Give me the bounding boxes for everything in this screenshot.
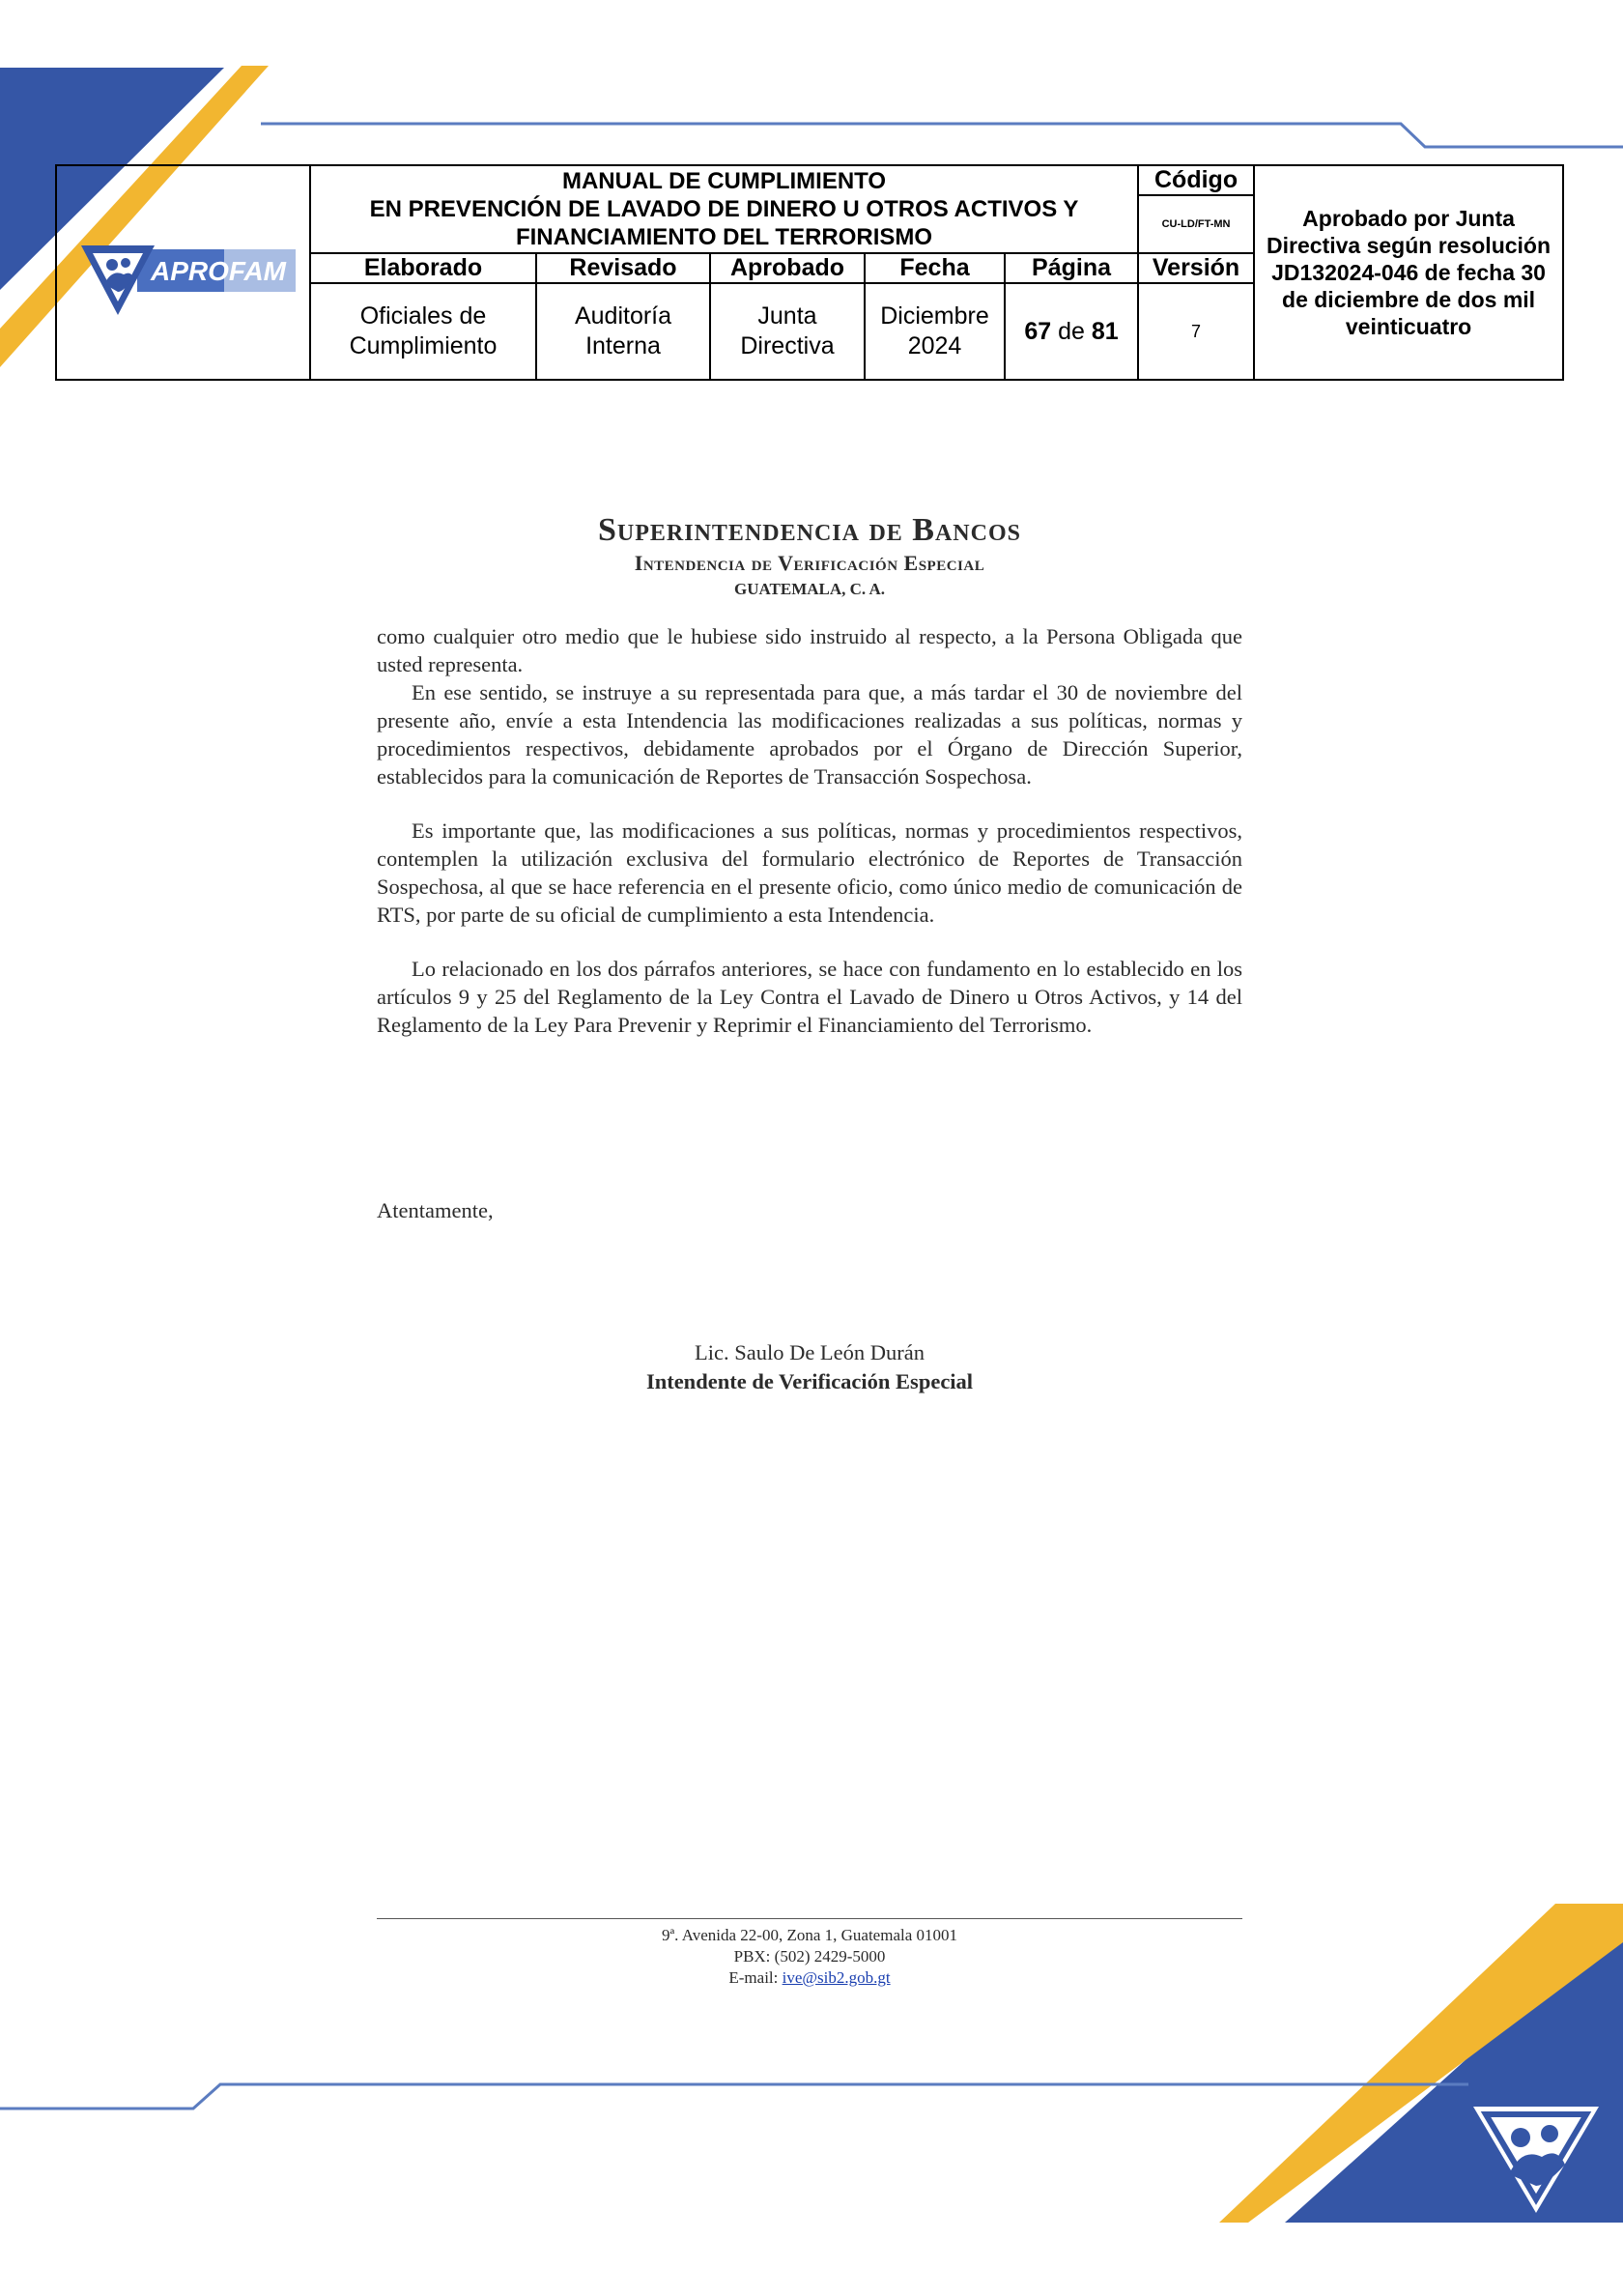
paragraph-2: En ese sentido, se instruye a su representada para que, a más tardar el 30 de noviembre del presente año, envíe a esta Intendencia las modificaciones realizadas a sus políticas, normas y procedimientos respectivos, debidamente aprobados por el Órgano de Dirección Superior, establecidos para la comunicación de Reportes de Transacción Sospechosa. xyxy=(377,680,1242,789)
paragraph-3: Es importante que, las modificaciones a sus políticas, normas y procedimientos respectivos, contemplen la utilización exclusiva del formulario electrónico de Reportes de Transacción Sospechosa, al que se hace referencia en el presente oficio, como único medio de comunicación de RTS, por parte de su oficial de cumplimiento a esta Intendencia. xyxy=(377,818,1242,927)
col-fecha: Fecha xyxy=(865,253,1005,283)
signature-block xyxy=(377,1338,1242,1396)
footer-phone: PBX: (502) 2429-5000 xyxy=(733,1947,886,1966)
codigo-value: CU-LD/FT-MN xyxy=(1138,195,1254,253)
logo-cell xyxy=(56,165,310,380)
svg-text:APROFAM: APROFAM xyxy=(150,256,286,286)
letter-closing: Atentamente, xyxy=(377,1198,494,1222)
signer-name: Lic. Saulo De León Durán xyxy=(694,1340,925,1364)
paragraph-4: Lo relacionado en los dos párrafos anteriores, se hace con fundamento en lo establecido en los artículos 9 y 25 del Reglamento de la Ley Contra el Lavado de Dinero u Otros Activos, y 14 del Reglamento de la Ley Para Prevenir y Reprimir el Financiamiento del Terrorismo. xyxy=(377,957,1242,1037)
page-number: 67 de 81 xyxy=(1005,283,1138,380)
footer-rule xyxy=(377,1918,1242,1919)
col-elaborado: Elaborado xyxy=(310,253,536,283)
elaborado-value: Oficiales de Cumplimiento xyxy=(310,283,536,380)
fecha-value: Diciembre 2024 xyxy=(865,283,1005,380)
letter-footer xyxy=(377,1918,1242,1989)
bottom-rule-line xyxy=(0,2084,1468,2109)
aprofam-logo xyxy=(70,226,298,319)
letterhead-dept: Intendencia de Verificación Especial xyxy=(634,551,985,575)
col-revisado: Revisado xyxy=(536,253,710,283)
footer-address: 9ª. Avenida 22-00, Zona 1, Guatemala 01001 xyxy=(661,1926,958,1944)
codigo-label: Código xyxy=(1138,165,1254,195)
paragraph-1: como cualquier otro medio que le hubiese sido instruido al respecto, a la Persona Obligada que usted representa. xyxy=(377,624,1242,676)
footer-email-line: E-mail: ive@sib2.gob.gt xyxy=(728,1968,891,1987)
signer-role: Intendente de Verificación Especial xyxy=(645,1369,974,1393)
col-version: Versión xyxy=(1138,253,1254,283)
aprobado-value: Junta Directiva xyxy=(710,283,865,380)
footer-email-link[interactable]: ive@sib2.gob.gt xyxy=(782,1968,891,1987)
letter-content xyxy=(377,512,1242,1393)
version-value: 7 xyxy=(1138,283,1254,380)
letterhead-org: Superintendencia de Bancos xyxy=(598,512,1021,548)
col-aprobado: Aprobado xyxy=(710,253,865,283)
col-pagina: Página xyxy=(1005,253,1138,283)
revisado-value: Auditoría Interna xyxy=(536,283,710,380)
letter-body xyxy=(377,622,1242,1039)
top-rule-line xyxy=(261,124,1623,147)
document-header-table xyxy=(55,164,1564,381)
letterhead-city: GUATEMALA, C. A. xyxy=(734,580,885,598)
manual-title: MANUAL DE CUMPLIMIENTO EN PREVENCIÓN DE LAVADO DE DINERO U OTROS ACTIVOS Y FINANCIAMIENTO DEL TERRORISMO xyxy=(310,165,1138,253)
approval-note: Aprobado por Junta Directiva según resolución JD132024-046 de fecha 30 de diciembre de dos mil veinticuatro xyxy=(1254,165,1563,380)
